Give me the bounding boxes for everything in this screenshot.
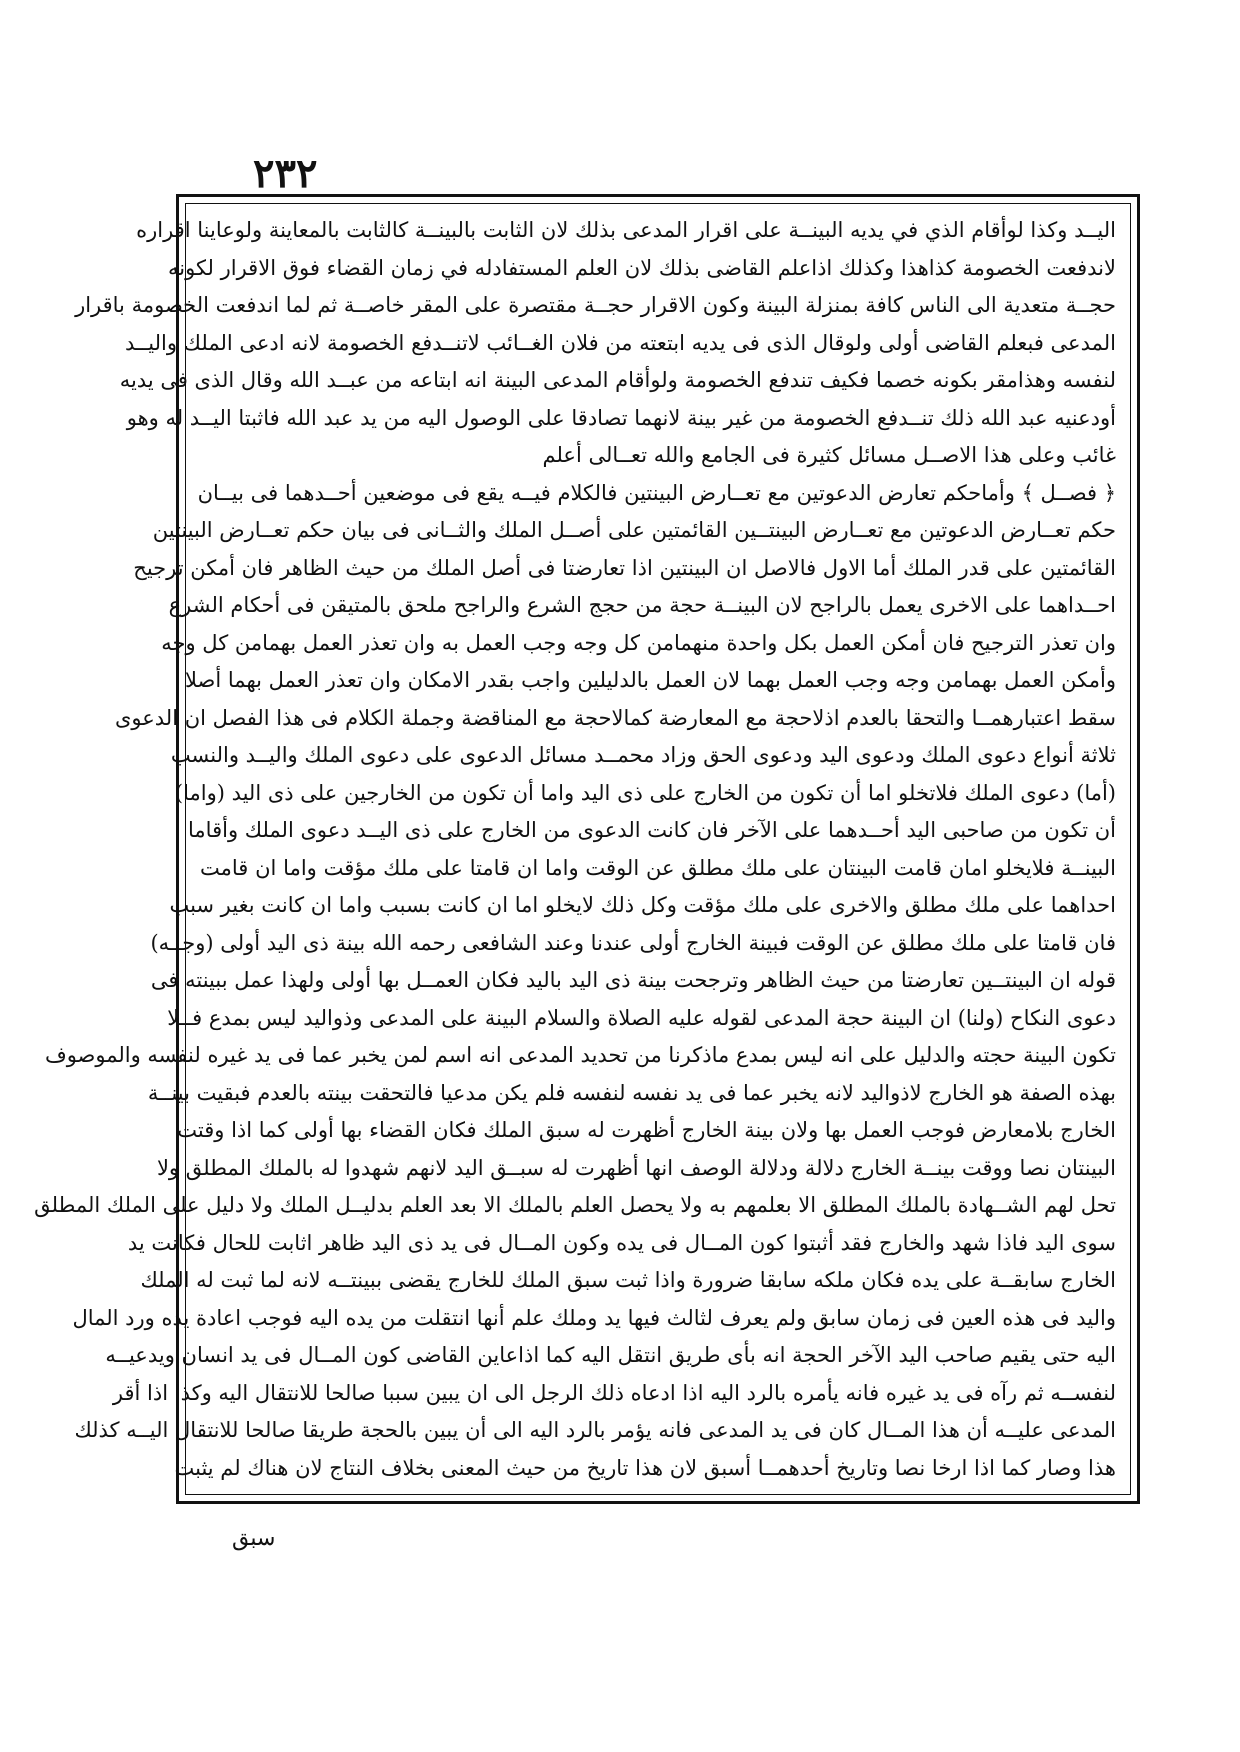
text-line: اليــد وكذا لوأقام الذي في يديه البينــة على اقرار المدعى بذلك لان الثابت بالبينــة كالثابت بالمعاينة ولوعاينا اقراره bbox=[136, 218, 1116, 242]
text-line: القائمتين على قدر الملك أما الاول فالاصل ان البينتين اذا تعارضتا فى أصل الملك من حيث الظاهر فان أمكن ترجيح bbox=[133, 555, 1116, 580]
text-line: (أما) دعوى الملك فلاتخلو اما أن تكون من الخارج على ذى اليد واما أن تكون من الخارجين على ذى اليد (واما) bbox=[174, 780, 1116, 805]
text-line: غائب وعلى هذا الاصــل مسائل كثيرة فى الجامع والله تعــالى أعلم bbox=[542, 443, 1116, 467]
text-line: سوى اليد فاذا شهد والخارج فقد أثبتوا كون المــال فى يده وكون المــال فى يد ذى اليد ظاهر اثابت للحال فكانت يد bbox=[127, 1230, 1116, 1255]
text-line: لنفسه وهذامقر بكونه خصما فكيف تندفع الخصومة ولوأقام المدعى البينة انه ابتاعه من عبــد الله وقال الذى فى يديه bbox=[119, 368, 1116, 392]
text-line: المدعى عليــه أن هذا المــال كان فى يد المدعى فانه يؤمر بالرد اليه الى أن يبين بالحجة طريقا صالحا للانتقال اليــه كذلك bbox=[74, 1418, 1116, 1442]
catchword: سبق bbox=[232, 1526, 276, 1551]
text-line: تحل لهم الشــهادة بالملك المطلق الا بعلمهم به ولا يحصل العلم بالملك الا بعد العلم بدليــل الملك ولا دليل على الملك المطلق bbox=[34, 1193, 1116, 1217]
page-number: ٢٣٢ bbox=[253, 150, 318, 197]
text-line: المدعى فبعلم القاضى أولى ولوقال الذى فى يديه ابتعته من فلان الغــائب لاتنــدفع الخصومة لانه ادعى الملك واليــد bbox=[124, 330, 1116, 355]
text-line: واليد فى هذه العين فى زمان سابق ولم يعرف لثالث فيها يد وملك علم أنها انتقلت من يده اليه فوجب اعادة يده ورد المال bbox=[72, 1305, 1116, 1330]
section-heading-line: ﴿ فصــل ﴾ وأماحكم تعارض الدعوتين مع تعــارض البينتين فالكلام فيــه يقع فى موضعين أحــدهما فى بيــان bbox=[197, 480, 1116, 505]
text-line: أودعنيه عبد الله ذلك تنــدفع الخصومة من غير بينة لانهما تصادقا على الوصول اليه من يد عبد الله فاثبتا اليــد له وهو bbox=[126, 405, 1116, 430]
text-line: الخارج سابقــة على يده فكان ملكه سابقا ضرورة واذا ثبت سبق الملك للخارج يقضى ببينتــه لانه لما ثبت له الملك bbox=[140, 1268, 1116, 1292]
text-line: احداهما على ملك مطلق والاخرى على ملك مؤقت وكل ذلك لايخلو اما ان كانت بسبب واما ان كانت بغير سبب bbox=[169, 893, 1116, 917]
text-line: اليه حتى يقيم صاحب اليد الآخر الحجة انه بأى طريق انتقل اليه كما اذاعاين القاضى كون المــال فى يد انسان ويدعيــه bbox=[105, 1343, 1116, 1367]
text-line: البينتان نصا ووقت بينــة الخارج دلالة ودلالة الوصف انها أظهرت له سبــق اليد لانهم شهدوا له بالملك المطلق ولا bbox=[156, 1155, 1116, 1180]
text-line: وان تعذر الترجيح فان أمكن العمل بكل واحدة منهمامن كل وجه وجب العمل به وان تعذر العمل بهمامن كل وجه bbox=[161, 630, 1116, 655]
text-line: دعوى النكاح (ولنا) ان البينة حجة المدعى لقوله عليه الصلاة والسلام البينة على المدعى وذواليد ليس بمدع فــلا bbox=[167, 1005, 1116, 1030]
text-line: سقط اعتبارهمــا والتحقا بالعدم اذلاحجة مع المعارضة كمالاحجة مع المناقضة وجملة الكلام فى هذا الفصل ان الدعوى bbox=[114, 705, 1116, 730]
text-line: بهذه الصفة هو الخارج لاذواليد لانه يخبر عما فى يد نفسه لنفسه فلم يكن مدعيا فالتحقت بينته بالعدم فبقيت بينــة bbox=[147, 1080, 1116, 1105]
text-frame-outer bbox=[34, 194, 1140, 1504]
text-line: هذا وصار كما اذا ارخا نصا وتاريخ أحدهمــا أسبق لان هذا تاريخ من حيث المعنى بخلاف النتاج لان هناك لم يثبت bbox=[174, 1455, 1116, 1480]
text-line: قوله ان البينتــين تعارضتا من حيث الظاهر وترجحت بينة ذى اليد باليد فكان العمــل بها أولى ولهذا عمل ببينته فى bbox=[150, 968, 1116, 992]
text-line: لنفســه ثم رآه فى يد غيره فانه يأمره بالرد اليه اذا ادعاه ذلك الرجل الى ان يبين سببا صالحا للانتقال اليه وكذا اذا أقر bbox=[112, 1380, 1116, 1405]
text-line: ثلاثة أنواع دعوى الملك ودعوى اليد ودعوى الحق وزاد محمــد مسائل الدعوى على دعوى الملك واليــد والنسب bbox=[170, 743, 1116, 767]
text-line: احــداهما على الاخرى يعمل بالراجح لان البينــة حجة من حجج الشرع والراجح ملحق بالمتيقن فى أحكام الشرع bbox=[168, 593, 1116, 617]
text-body bbox=[34, 212, 1116, 1486]
text-line: فان قامتا على ملك مطلق عن الوقت فبينة الخارج أولى عندنا وعند الشافعى رحمه الله بينة ذى اليد أولى (وجــه) bbox=[150, 930, 1116, 955]
text-line: أن تكون من صاحبى اليد أحــدهما على الآخر فان كانت الدعوى من الخارج على ذى اليــد دعوى الملك وأقاما bbox=[188, 818, 1116, 842]
text-frame-inner bbox=[34, 203, 1131, 1495]
text-line: الخارج بلامعارض فوجب العمل بها ولان بينة الخارج أظهرت له سبق الملك فكان القضاء بها أولى كما اذا وقتت bbox=[177, 1118, 1116, 1142]
text-line: تكون البينة حجته والدليل على انه ليس بمدع ماذكرنا من تحديد المدعى انه اسم لمن يخبر عما فى يد غيره لنفسه والموصوف bbox=[44, 1043, 1116, 1067]
text-line: وأمكن العمل بهمامن وجه وجب العمل بهما لان العمل بالدليلين واجب بقدر الامكان وان تعذر العمل بهما أصلا bbox=[185, 668, 1116, 692]
text-line: حجــة متعدية الى الناس كافة بمنزلة البينة وكون الاقرار حجــة مقتصرة على المقر خاصــة ثم لما اندفعت الخصومة باقرار bbox=[75, 293, 1116, 317]
text-line: حكم تعــارض الدعوتين مع تعــارض البينتــين القائمتين على أصــل الملك والثــانى فى بيان حكم تعــارض البينتين bbox=[152, 518, 1116, 542]
text-line: البينــة فلايخلو امان قامت البينتان على ملك مطلق عن الوقت واما ان قامتا على ملك مؤقت واما ان قامت bbox=[200, 855, 1116, 880]
text-line: لاندفعت الخصومة كذاهذا وكذلك اذاعلم القاضى بذلك لان العلم المستفادله في زمان القضاء فوق الاقرار لكونه bbox=[168, 255, 1116, 280]
